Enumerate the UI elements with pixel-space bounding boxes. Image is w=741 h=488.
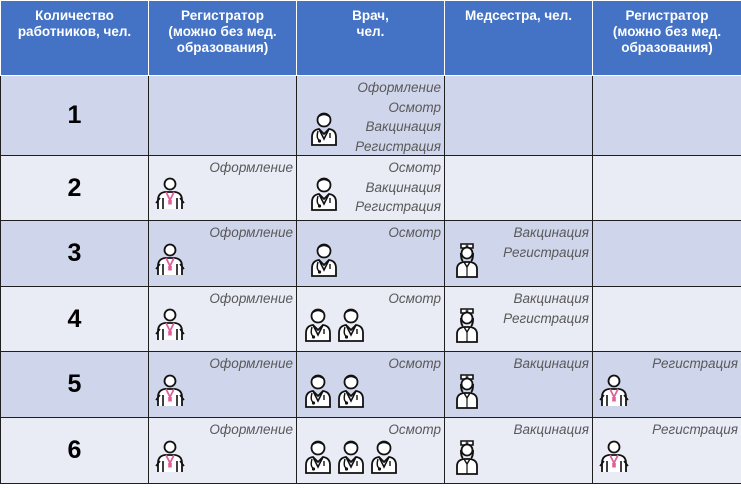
nurse-icon [452,242,482,278]
registrar-icon [155,242,185,278]
task-label: Оформление [357,80,441,95]
doctor-icon [336,307,366,343]
task-list [388,223,441,243]
task-label: Осмотр [388,422,441,438]
staff-count: 5 [1,352,149,418]
registrar-icon [599,373,629,409]
task-label: Вакцинация [513,225,589,241]
header-row [1,1,741,76]
task-label: Вакцинация [513,422,589,438]
task-label: Оформление [209,160,293,176]
task-list [514,354,590,374]
cell-doctor [297,156,445,221]
task-list [388,420,441,440]
task-list [388,289,441,309]
cell-registrar2 [593,352,741,418]
doctor-icon [303,439,333,475]
header-registrar-2: Регистратор (можно без мед. образования) [593,1,741,76]
doctor-icon [309,111,339,147]
cell-registrar2 [593,156,741,221]
table-row [1,76,741,156]
doctor-icon [309,176,339,212]
cell-nurse [445,156,593,221]
cell-doctor [297,287,445,352]
task-label: Регистрация [652,422,738,438]
task-list [209,420,293,440]
task-list [355,158,441,217]
cell-nurse [445,418,593,484]
cell-nurse [445,76,593,156]
nurse-icon [452,373,482,409]
task-label: Осмотр [388,160,441,176]
task-label: Вакцинация [513,291,589,307]
task-label: Вакцинация [513,356,589,372]
cell-registrar [149,418,297,484]
doctor-icon [336,373,366,409]
task-label: Оформление [209,422,293,438]
doctor-icon [336,439,366,475]
staff-count: 4 [1,287,149,352]
task-list [503,289,589,328]
doctor-icon [309,242,339,278]
task-list [355,78,441,156]
registrar-icon [155,373,185,409]
cell-doctor [297,418,445,484]
cell-nurse [445,221,593,287]
task-label: Регистрация [652,356,738,372]
table-row [1,352,741,418]
cell-doctor [297,352,445,418]
cell-doctor [297,76,445,156]
registrar-icon [155,176,185,212]
staff-count: 1 [1,76,149,156]
nurse-icon [452,439,482,475]
cell-doctor [297,221,445,287]
task-label: Оформление [209,291,293,307]
header-count: Количество работников, чел. [1,1,149,76]
task-label: Оформление [209,356,293,372]
task-list [209,289,293,309]
cell-nurse [445,352,593,418]
header-doctor: Врач, чел. [297,1,445,76]
task-label: Вакцинация [365,119,441,134]
cell-registrar [149,287,297,352]
task-list [388,354,441,374]
task-label: Осмотр [388,225,441,241]
doctor-icon [369,439,399,475]
staff-count: 2 [1,156,149,221]
task-label: Вакцинация [365,179,441,195]
task-label: Осмотр [388,99,441,115]
task-label: Оформление [209,225,293,241]
cell-registrar [149,156,297,221]
cell-nurse [445,287,593,352]
header-registrar: Регистратор (можно без мед. образования) [149,1,297,76]
task-label: Осмотр [388,291,441,307]
staff-count: 6 [1,418,149,484]
task-label: Осмотр [388,356,441,372]
task-label: Регистрация [503,244,589,260]
task-label: Регистрация [355,138,441,154]
task-list [652,420,738,440]
staff-count: 3 [1,221,149,287]
cell-registrar2 [593,287,741,352]
header-nurse: Медсестра, чел. [445,1,593,76]
doctor-icon [303,373,333,409]
task-list [652,354,738,374]
table-row [1,418,741,484]
doctor-icon [303,307,333,343]
task-list [514,420,590,440]
registrar-icon [155,439,185,475]
table-row [1,221,741,287]
cell-registrar2 [593,221,741,287]
task-list [209,158,293,178]
table-row [1,156,741,221]
nurse-icon [452,307,482,343]
task-label: Регистрация [503,310,589,326]
cell-registrar [149,221,297,287]
cell-registrar [149,352,297,418]
cell-registrar [149,76,297,156]
registrar-icon [599,439,629,475]
cell-registrar2 [593,76,741,156]
task-list [209,354,293,374]
registrar-icon [155,307,185,343]
task-list [209,223,293,243]
task-label: Регистрация [355,199,441,215]
task-list [503,223,589,262]
table-row [1,287,741,352]
cell-registrar2 [593,418,741,484]
